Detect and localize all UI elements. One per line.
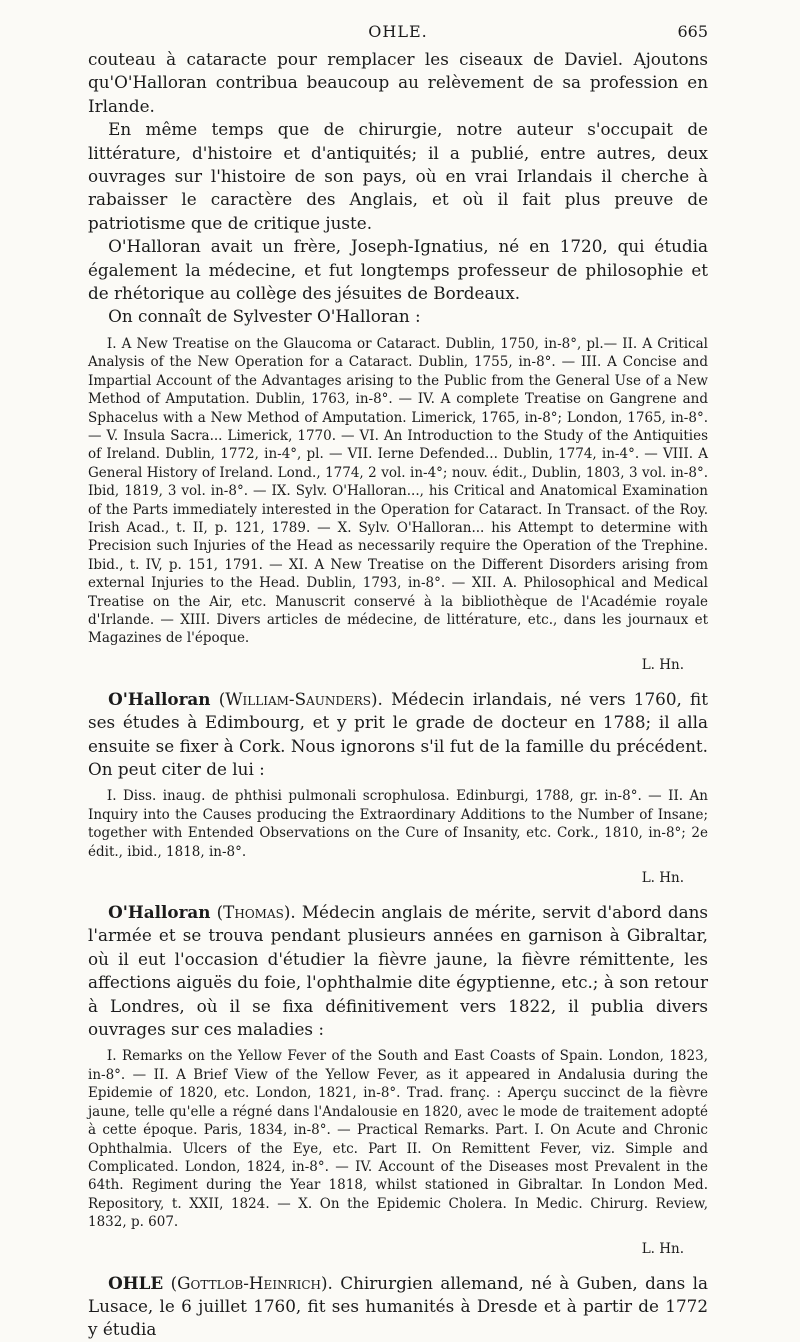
william-text: Médecin irlandais, né vers 1760, fit ses études à Edimbourg, et y prit le grade de docteur en 1788; il alla ensuite se fixer à Cork. Nous ignorons s'il fut de la famille du précédent. On peut citer de lui :	[88, 688, 708, 779]
page-header	[88, 18, 708, 48]
william-refs: I. Diss. inaug. de phthisi pulmonali scrophulosa. Edinburgi, 1788, gr. in-8°. — II. An Inquiry into the Causes producing the Extraordinary Additions to the Number of Insane; together with Entended Observations on the Cure of Insanity, etc. Cork., 1810, in-8°; 2e édit., ibid., 1818, in-8°.	[88, 788, 708, 860]
page	[88, 18, 708, 1342]
thomas-headword: O'Halloran	[108, 902, 211, 923]
page-number: 665	[677, 22, 708, 41]
intro-paragraph-3: O'Halloran avait un frère, Joseph-Ignatius, né en 1720, qui étudia également la médecine, et fut longtemps professeur de philosophie et de rhétorique au collège des jésuites de Bordeaux.	[88, 236, 708, 304]
running-head: OHLE.	[368, 22, 428, 41]
intro-paragraph-1: couteau à cataracte pour remplacer les ciseaux de Daviel. Ajoutons qu'O'Halloran contribua beaucoup au relèvement de sa profession en Irlande.	[88, 49, 708, 116]
entry-thomas	[88, 901, 708, 1258]
thomas-forename: (Thomas).	[216, 902, 296, 923]
ohle-forename: (Gottlob-Heinrich).	[170, 1272, 333, 1293]
thomas-bibliography	[88, 1047, 708, 1231]
sylvester-refs: I. A New Treatise on the Glaucoma or Cataract. Dublin, 1750, in-8°, pl.— II. A Critical Analysis of the New Operation for a Cataract. Dublin, 1755, in-8°. — III. A Concise and Impartial Account of the Advantages arising to the Public from the General Use of a New Method of Amputation. Dublin, 1763, in-8°. — IV. A complete Treatise on Gangrene and Sphacelus with a New Method of Amputation. Limerick, 1765, in-8°; London, 1765, in-8°. — V. Insula Sacra... Limerick, 1770. — VI. An Introduction to the Study of the Antiquities of Ireland. Dublin, 1772, in-4°, pl. — VII. Ierne Defended... Dublin, 1774, in-4°. — VIII. A General History of Ireland. Lond., 1774, 2 vol. in-4°; nouv. édit., Dublin, 1803, 3 vol. in-8°. Ibid, 1819, 3 vol. in-8°. — IX. Sylv. O'Halloran..., his Critical and Anatomical Examination of the Parts immediately interested in the Operation for Cataract. In Transact. of the Roy. Irish Acad., t. II, p. 121, 1789. — X. Sylv. O'Halloran... his Attempt to determine with Precision such Injuries of the Head as necessarily require the Operation of the Trephine. Ibid., t. IV, p. 151, 1791. — XI. A New Treatise on the Different Disorders arising from external Injuries to the Head. Dublin, 1793, in-8°. — XII. A. Philosophical and Medical Treatise on the Air, etc. Manuscrit conservé à la bibliothèque de l'Académie royale d'Irlande. — XIII. Divers articles de médecine, de littérature, etc., dans les journaux et Magazines de l'époque.	[88, 335, 708, 647]
ohle-paragraph	[88, 1272, 708, 1342]
ohle-text: Chirurgien allemand, né à Guben, dans la Lusace, le 6 juillet 1760, fit ses humanités à Dresde et à partir de 1772 y étudia	[88, 1272, 708, 1340]
william-forename: (William-Saunders).	[218, 688, 383, 709]
intro-paragraph-4: On connaît de Sylvester O'Halloran :	[108, 306, 421, 327]
thomas-text: Médecin anglais de mérite, servit d'abord dans l'armée et se trouva pendant plusieurs années en garnison à Gibraltar, où il eut l'occasion d'étudier la fièvre jaune, la fièvre rémittente, les affections aiguës du foie, l'ophthalmie dite égyptienne, etc.; à son retour à Londres, où il se fixa définitivement vers 1822, il publia divers ouvrages sur ces maladies :	[88, 902, 708, 1040]
thomas-refs: I. Remarks on the Yellow Fever of the South and East Coasts of Spain. London, 1823, in-8°. — II. A Brief View of the Yellow Fever, as it appeared in Andalusia during the Epidemie of 1820, etc. London, 1821, in-8°. Trad. franç. : Aperçu succinct de la fièvre jaune, telle qu'elle a régné dans l'Andalousie en 1820, avec le mode de traitement adopté à cette époque. Paris, 1834, in-8°. — Practical Remarks. Part. I. On Acute and Chronic Ophthalmia. Ulcers of the Eye, etc. Part II. On Remittent Fever, viz. Simple and Complicated. London, 1824, in-8°. — IV. Account of the Diseases most Prevalent in the 64th. Regiment during the Year 1818, whilst stationed in Gibraltar. In London Med. Repository, t. XXII, 1824. — X. On the Epidemic Cholera. In Medic. Chirurg. Review, 1832, p. 607.	[88, 1048, 708, 1231]
william-headword: O'Halloran	[108, 688, 211, 709]
ohle-headword: OHLE	[108, 1272, 164, 1293]
sylvester-signature: L. Hn.	[641, 656, 684, 673]
william-bibliography	[88, 787, 708, 861]
entry-william-saunders	[88, 688, 708, 887]
william-paragraph	[88, 688, 708, 782]
thomas-signature: L. Hn.	[641, 1240, 684, 1257]
entry-ohle	[88, 1272, 708, 1342]
intro-paragraph-2: En même temps que de chirurgie, notre auteur s'occupait de littérature, d'histoire et d'antiquités; il a publié, entre autres, deux ouvrages sur l'histoire de son pays, où en vrai Irlandais il cherche à rabaisser le caractère des Anglais, et où il fait plus preuve de patriotisme que de critique juste.	[88, 119, 708, 233]
william-signature: L. Hn.	[641, 870, 684, 887]
sylvester-bibliography	[88, 335, 708, 648]
thomas-paragraph	[88, 901, 708, 1041]
